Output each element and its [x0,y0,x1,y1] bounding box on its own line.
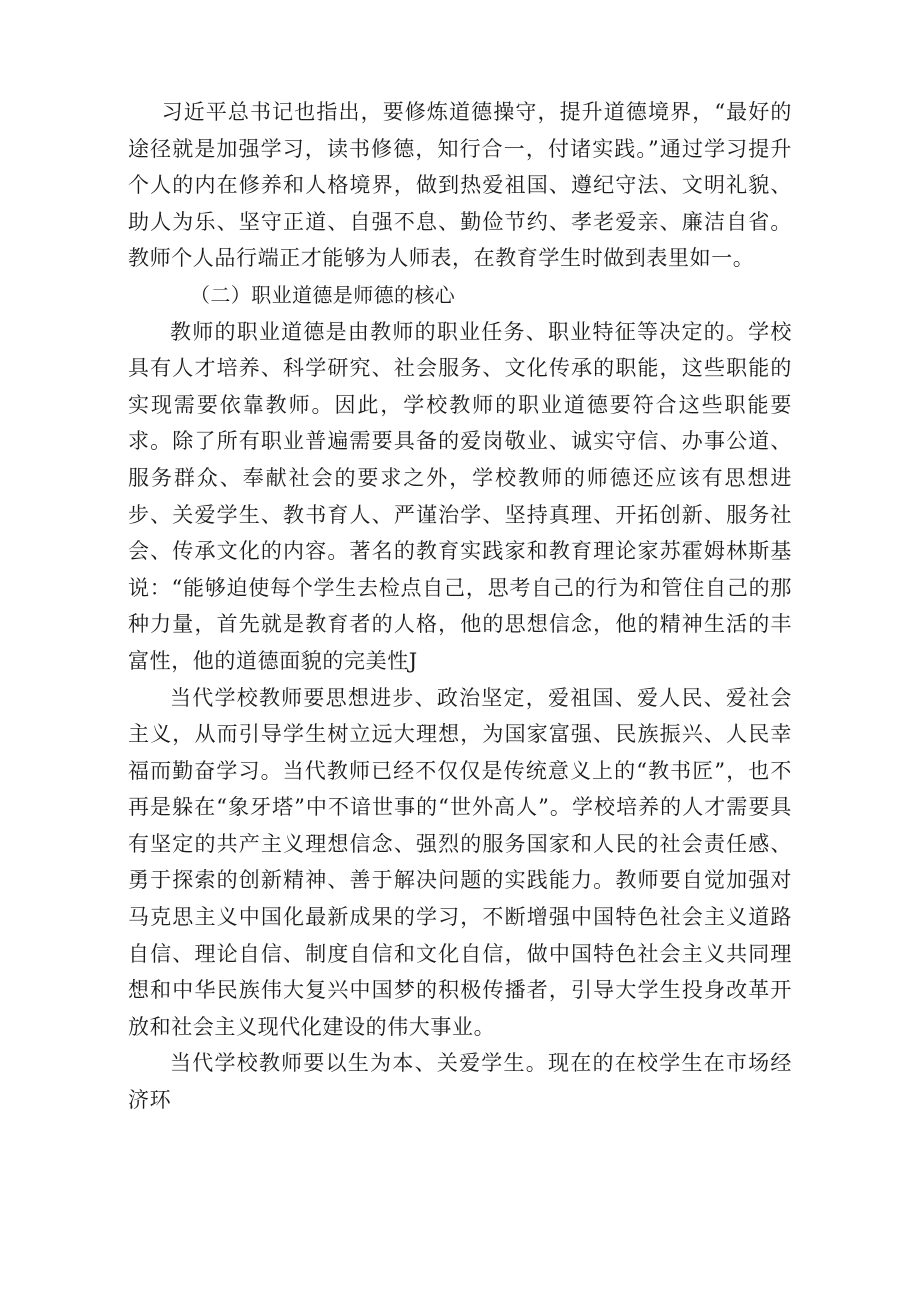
paragraph: 习近平总书记也指出，要修炼道德操守，提升道德境界，“最好的途径就是加强学习，读书修德，知行合一，付诸实践。”通过学习提升个人的内在修养和人格境界，做到热爱祖国、遵纪守法、文明礼貌、助人为乐、坚守正道、自强不息、勤俭节约、孝老爱亲、廉洁自省。教师个人品行端正才能够为人师表，在教育学生时做到表里如一。 [128,100,792,271]
paragraph: 当代学校教师要以生为本、关爱学生。现在的在校学生在市场经济环 [128,1051,792,1113]
paragraph: 教师的职业道德是由教师的职业任务、职业特征等决定的。学校具有人才培养、科学研究、社会服务、文化传承的职能，这些职能的实现需要依靠教师。因此，学校教师的职业道德要符合这些职能要求。除了所有职业普遍需要具备的爱岗敬业、诚实守信、办事公道、服务群众、奉献社会的要求之外，学校教师的师德还应该有思想进步、关爱学生、教书育人、严谨治学、坚持真理、开拓创新、服务社会、传承文化的内容。著名的教育实践家和教育理论家苏霍姆林斯基说：“能够迫使每个学生去检点自己，思考自己的行为和管住自己的那种力量，首先就是教育者的人格，他的思想信念，他的精神生活的丰富性，他的道德面貌的完美性J [128,319,792,673]
paragraph: 当代学校教师要思想进步、政治坚定，爱祖国、爱人民、爱社会主义，从而引导学生树立远大理想，为国家富强、民族振兴、人民幸福而勤奋学习。当代教师已经不仅仅是传统意义上的“教书匠”，也不再是躲在“象牙塔”中不谙世事的“世外高人”。学校培养的人才需要具有坚定的共产主义理想信念、强烈的服务国家和人民的社会责任感、勇于探索的创新精神、善于解决问题的实践能力。教师要自觉加强对马克思主义中国化最新成果的学习，不断增强中国特色社会主义道路自信、理论自信、制度自信和文化自信，做中国特色社会主义共同理想和中华民族伟大复兴中国梦的积极传播者，引导大学生投身改革开放和社会主义现代化建设的伟大事业。 [128,685,792,1039]
section-heading: （二）职业道德是师德的核心 [190,282,456,307]
document-body [128,94,792,1119]
